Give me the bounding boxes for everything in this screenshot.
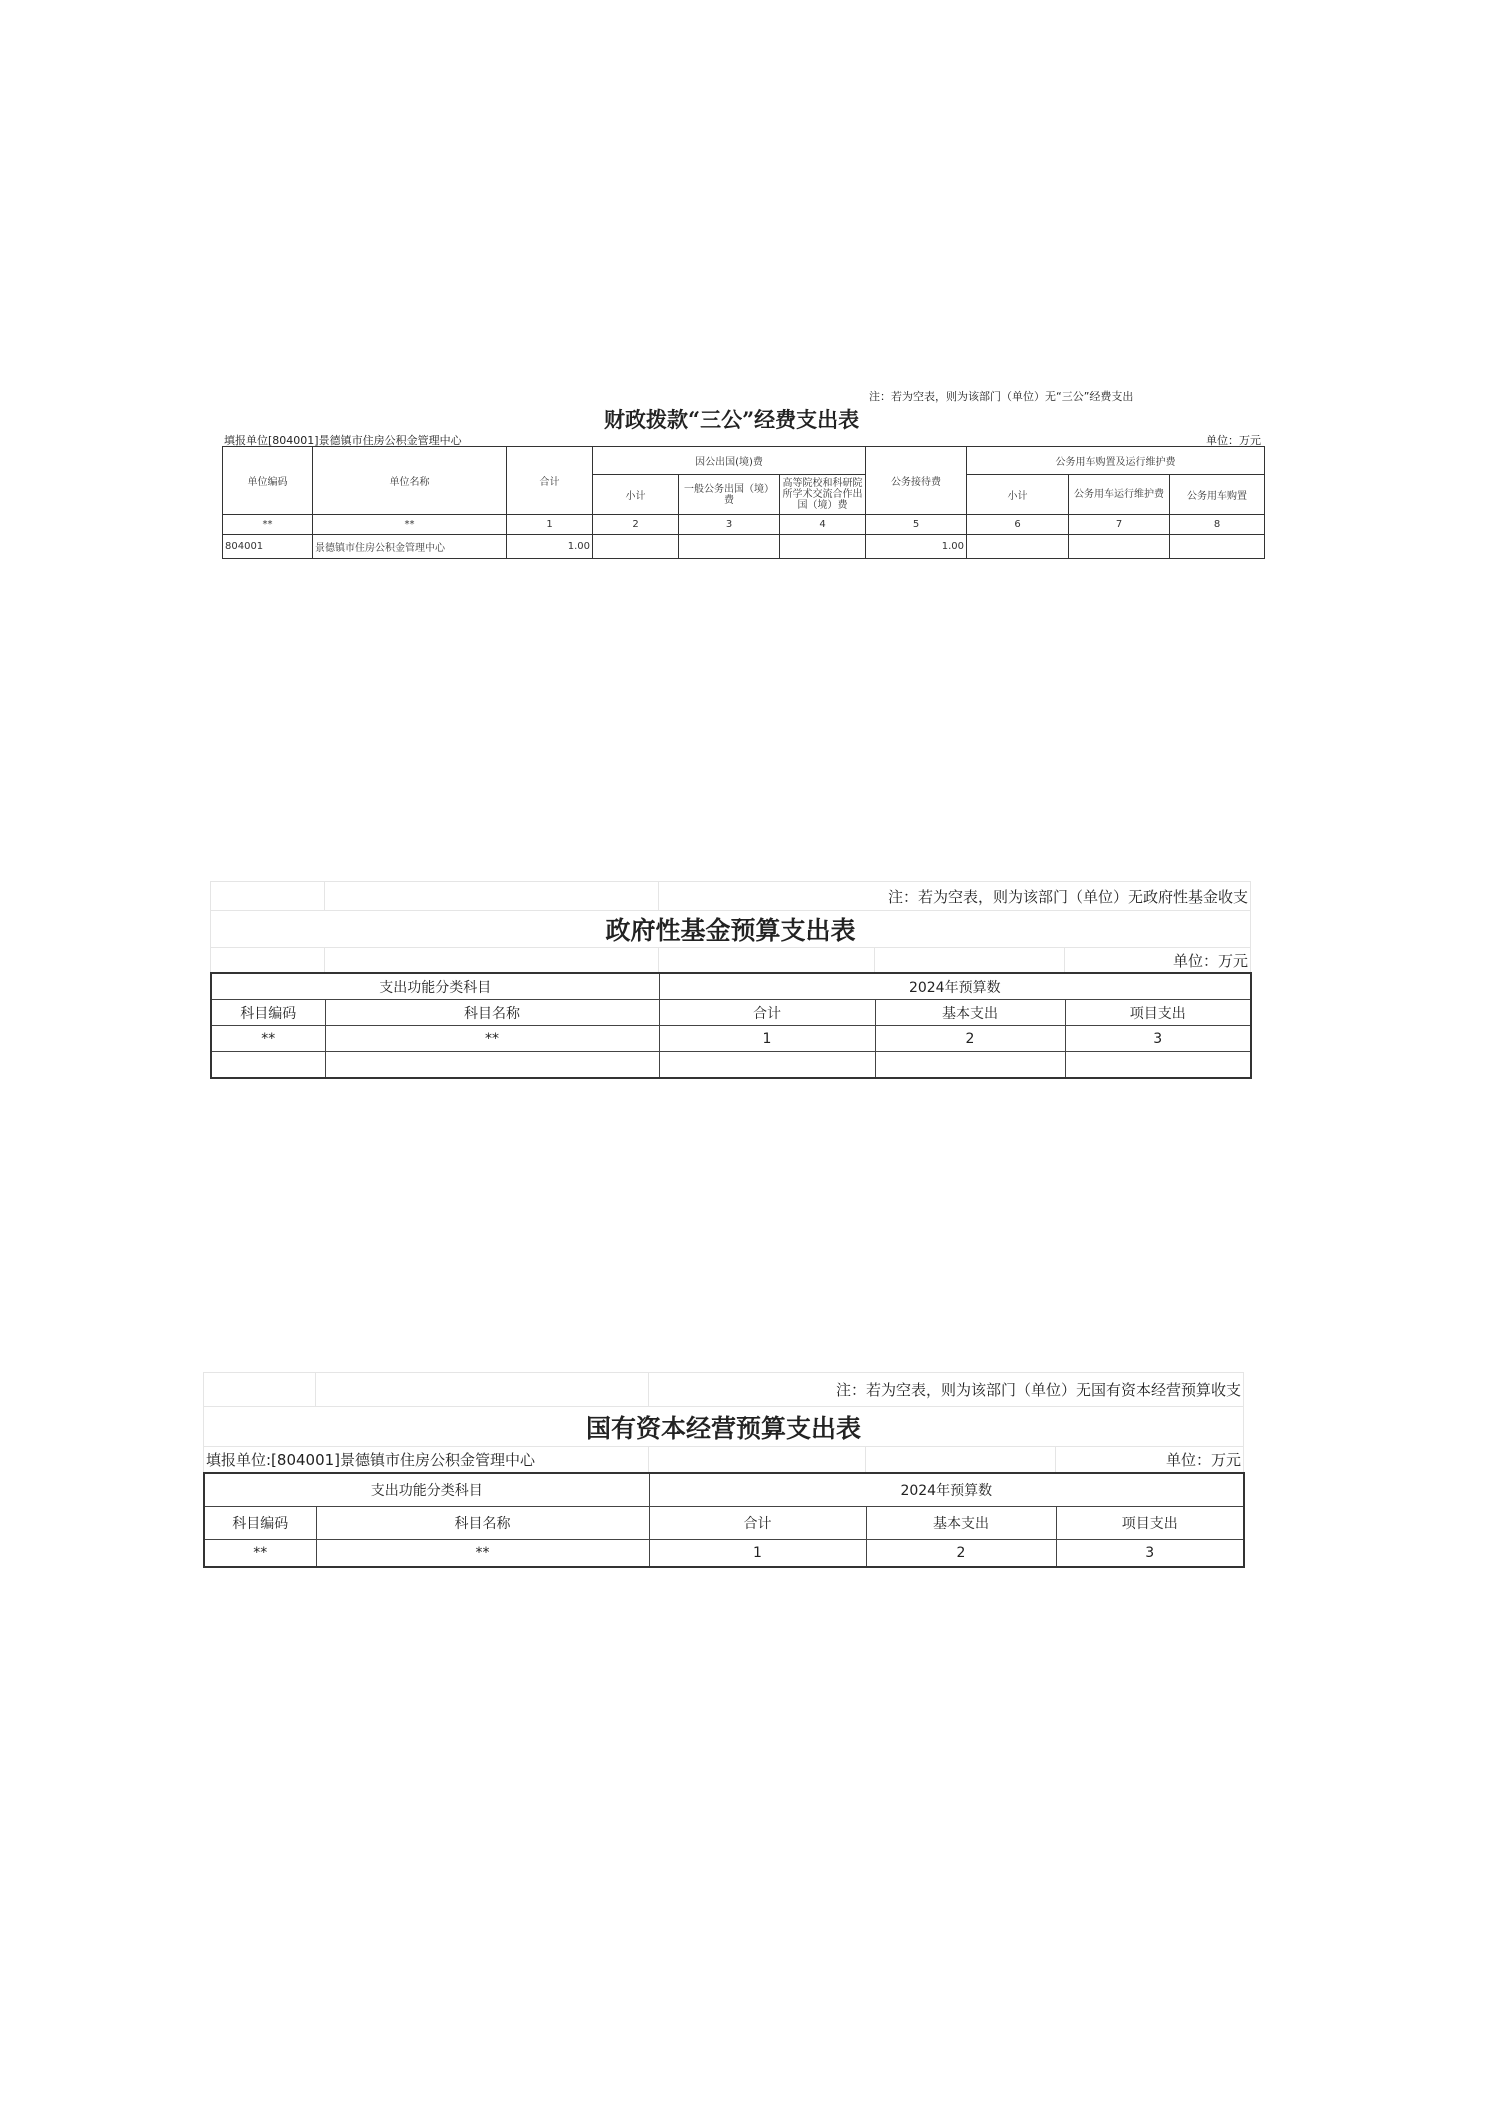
t3-blank-cell [866,1447,1056,1473]
t2-idx: ** [211,1026,325,1052]
t2-blank-cell [659,948,875,974]
t1-unit: 单位：万元 [1206,434,1261,447]
t3-h-code: 科目编码 [204,1507,316,1540]
t2-idx: 3 [1065,1026,1251,1052]
t2-empty-cell [325,1052,659,1079]
t2-blank-cell [211,948,325,974]
t2-h-name: 科目名称 [325,1000,659,1026]
t3-idx: ** [204,1540,316,1568]
t1-h-name: 单位名称 [313,447,507,515]
t2-empty-cell [211,1052,325,1079]
t3-unit: 单位：万元 [1056,1447,1244,1473]
t1-idx: ** [313,515,507,535]
t3-blank-cell [316,1373,649,1407]
t3-group-right: 2024年预算数 [649,1473,1244,1507]
t1-idx: 5 [866,515,967,535]
t3-table [203,1472,1245,1568]
t1-filler: 填报单位[804001]景德镇市住房公积金管理中心 [224,434,462,447]
t3-note: 注：若为空表，则为该部门（单位）无国有资本经营预算收支 [649,1373,1244,1407]
t2-empty-cell [659,1052,875,1079]
t3-idx: 1 [649,1540,866,1568]
t3-filler: 填报单位:[804001]景德镇市住房公积金管理中心 [204,1447,649,1473]
t1-h-vehicle-purchase: 公务用车购置 [1170,475,1265,515]
t1-idx: 4 [780,515,866,535]
t2-note: 注：若为空表，则为该部门（单位）无政府性基金收支 [659,882,1251,911]
t3-title: 国有资本经营预算支出表 [204,1407,1244,1447]
t2-idx: 2 [875,1026,1065,1052]
t2-idx: ** [325,1026,659,1052]
t1-h-reception: 公务接待费 [866,447,967,515]
t1-idx: 7 [1069,515,1170,535]
t1-idx: 1 [507,515,593,535]
t3-h-basic: 基本支出 [866,1507,1056,1540]
t1-idx: 8 [1170,515,1265,535]
t3-blank-cell [204,1373,316,1407]
t2-empty-cell [875,1052,1065,1079]
t2-empty-cell [1065,1052,1251,1079]
t1-h-vehicle-maint: 公务用车运行维护费 [1069,475,1170,515]
t1-idx: ** [223,515,313,535]
t2-blank-cell [875,948,1065,974]
t2-idx: 1 [659,1026,875,1052]
t1-table [222,446,1265,559]
t3-grid [203,1372,1244,1473]
t1-h-abroad: 因公出国(境)费 [593,447,866,475]
t2-blank-cell [325,948,659,974]
t3-h-total: 合计 [649,1507,866,1540]
t2-h-total: 合计 [659,1000,875,1026]
t1-row-empty [1170,535,1265,559]
t3-idx: ** [316,1540,649,1568]
t2-group-right: 2024年预算数 [659,973,1251,1000]
t1-h-abroad-academic: 高等院校和科研院所学术交流合作出国（境）费 [780,475,866,515]
t2-blank-cell [211,882,325,911]
t1-row-empty [593,535,679,559]
t1-idx: 2 [593,515,679,535]
t3-group-left: 支出功能分类科目 [204,1473,649,1507]
t1-h-code: 单位编码 [223,447,313,515]
t1-row-empty [1069,535,1170,559]
t2-h-code: 科目编码 [211,1000,325,1026]
t3-h-name: 科目名称 [316,1507,649,1540]
t1-title: 财政拨款“三公”经费支出表 [604,407,860,432]
t3-idx: 3 [1056,1540,1244,1568]
t3-h-project: 项目支出 [1056,1507,1244,1540]
t1-row-empty [967,535,1069,559]
t1-row-empty [679,535,780,559]
t1-row-empty [780,535,866,559]
t2-grid [210,881,1251,974]
t1-row-name: 景德镇市住房公积金管理中心 [313,535,507,559]
t1-row-reception: 1.00 [866,535,967,559]
t1-h-abroad-subtotal: 小计 [593,475,679,515]
t1-h-vehicle-subtotal: 小计 [967,475,1069,515]
t3-blank-cell [649,1447,866,1473]
t1-idx: 6 [967,515,1069,535]
t1-h-abroad-general: 一般公务出国（境）费 [679,475,780,515]
t2-h-basic: 基本支出 [875,1000,1065,1026]
t3-idx: 2 [866,1540,1056,1568]
t2-group-left: 支出功能分类科目 [211,973,659,1000]
t2-blank-cell [325,882,659,911]
t1-row-total: 1.00 [507,535,593,559]
t2-unit: 单位：万元 [1065,948,1251,974]
t2-table [210,972,1252,1079]
t1-idx: 3 [679,515,780,535]
t1-row-code: 804001 [223,535,313,559]
t2-title: 政府性基金预算支出表 [211,911,1251,948]
t1-note: 注：若为空表，则为该部门（单位）无“三公”经费支出 [869,390,1134,403]
t1-h-vehicle: 公务用车购置及运行维护费 [967,447,1265,475]
t2-h-project: 项目支出 [1065,1000,1251,1026]
t1-h-total: 合计 [507,447,593,515]
